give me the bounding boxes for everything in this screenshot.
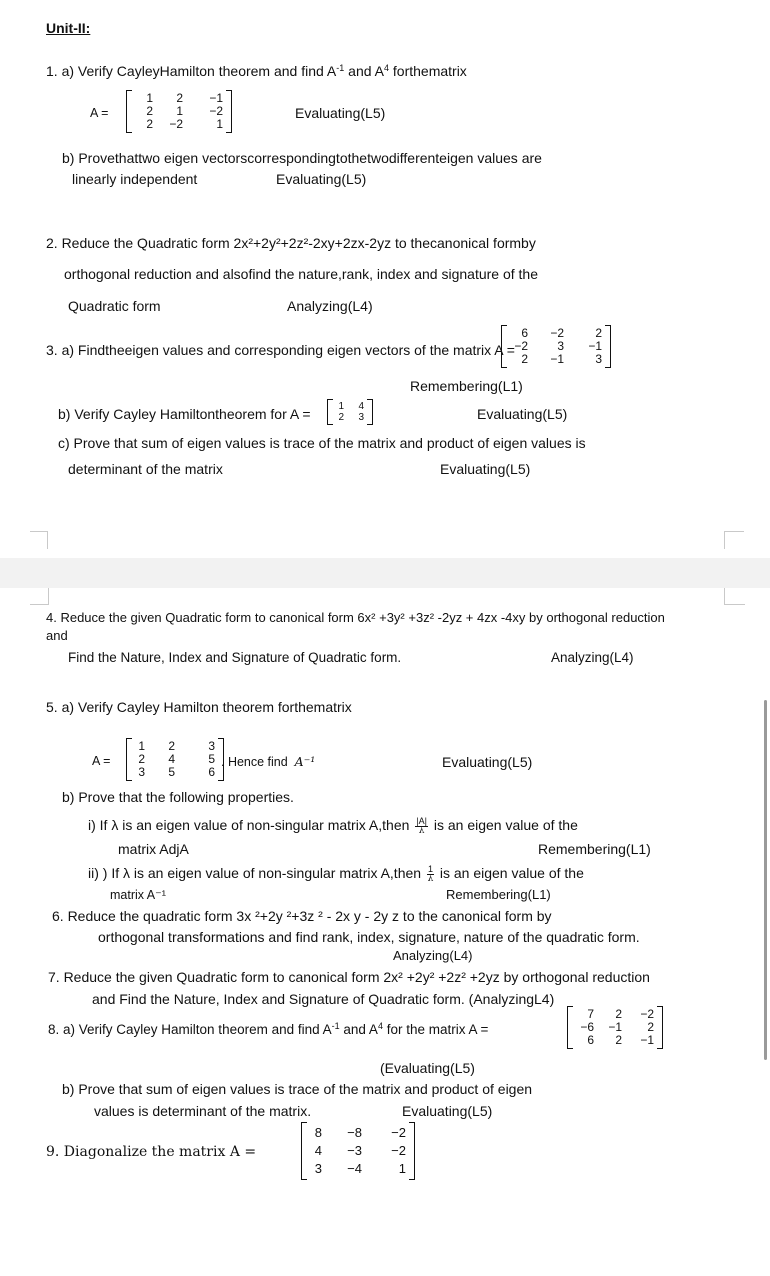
q2-level: Analyzing(L4) (287, 298, 373, 314)
q5i-level: Remembering(L1) (538, 841, 651, 857)
scrollbar[interactable] (764, 700, 767, 1060)
q3-matrix: 6 −2 2 −2 3 −1 2 −1 3 (508, 327, 604, 366)
q5-matrix-label: A = (92, 754, 111, 768)
q3a-text: 3. a) Findtheeigen values and corresponding eigen vectors of the matrix A = (46, 342, 515, 358)
q5a-text: 5. a) Verify Cayley Hamilton theorem forthematrix (46, 699, 352, 715)
page-break (0, 558, 770, 588)
q5b-text: b) Prove that the following properties. (62, 789, 294, 805)
inverse-fraction: $\frac{1}{\lambda}$ (427, 863, 434, 884)
q8b-line2: values is determinant of the matrix. (94, 1103, 312, 1119)
q5ii-line1: ii) ) If λ is an eigen value of non-singular matrix A,then $\frac{1}{\lambda}$ is an eigen value of the (88, 863, 584, 884)
q3c-line2: determinant of the matrix (68, 461, 223, 477)
q5i-line1: i) If λ is an eigen value of non-singular matrix A,then $\frac{|A|}{\lambda}$ is an eigen value of the (88, 815, 578, 836)
q1-matrix-label: A = (90, 106, 109, 120)
q5i-line2: matrix AdjA (118, 841, 189, 857)
adj-fraction: $\frac{|A|}{\lambda}$ (416, 815, 427, 836)
page-corner-bottom-left (30, 588, 49, 605)
page-corner-bottom-right (724, 588, 745, 605)
q3b-level: Evaluating(L5) (477, 406, 568, 422)
q1a-text: 1. a) Verify CayleyHamilton theorem and find $A^{-1}$ and $A^4$ forthematrix (46, 63, 467, 79)
q9-text: 9. Diagonalize the matrix A = (46, 1144, 257, 1160)
page-corner-top-left-v (47, 531, 48, 549)
q2-line1: 2. Reduce the Quadratic form 2x²+2y²+2z²-2xy+2zx-2yz to thecanonical formby (46, 235, 536, 251)
q8b-level: Evaluating(L5) (402, 1103, 493, 1119)
q3c-line1: c) Prove that sum of eigen values is trace of the matrix and product of eigen values is (58, 435, 586, 451)
q3a-level: Remembering(L1) (410, 378, 523, 394)
q2-line3: Quadratic form (68, 298, 161, 314)
page-corner-top-right-v (724, 531, 725, 549)
q2-line2: orthogonal reduction and alsofind the nature,rank, index and signature of the (64, 266, 538, 282)
q4-level: Analyzing(L4) (551, 650, 634, 665)
q5ii-line2: matrix A⁻¹ (110, 888, 166, 902)
q8a-text: 8. a) Verify Cayley Hamilton theorem and find $A^{-1}$ and $A^4$ for the matrix A = (48, 1021, 489, 1037)
q4-line3: Find the Nature, Index and Signature of Quadratic form. (68, 650, 402, 665)
q1b-line1: b) Provethattwo eigen vectorscorrespondingtothetwodifferenteigen values are (62, 150, 542, 166)
q3b-matrix: 1 4 2 3 (334, 401, 366, 423)
q7-line2: and Find the Nature, Index and Signature of Quadratic form. (AnalyzingL4) (92, 991, 555, 1007)
q6-line2: orthogonal transformations and find rank, index, signature, nature of the quadratic form. (98, 929, 640, 945)
page-corner-top-left (30, 531, 48, 550)
q3b-text: b) Verify Cayley Hamiltontheorem for A = (58, 406, 311, 422)
q5-matrix: 1 2 3 2 4 5 3 5 6 (133, 740, 217, 779)
q9-matrix: 8 −8 −2 4 −3 −2 3 −4 1 (308, 1124, 408, 1178)
q1a-level: Evaluating(L5) (295, 105, 386, 121)
q1b-line2: linearly independent (72, 171, 198, 187)
q5a-level: Evaluating(L5) (442, 754, 533, 770)
q1b-level: Evaluating(L5) (276, 171, 367, 187)
q1-matrix: 1 2 −1 2 1 −2 2 −2 1 (133, 92, 225, 131)
page-corner-top-right (724, 531, 744, 550)
q6-line1: 6. Reduce the quadratic form 3x ²+2y ²+3z ² - 2x y - 2y z to the canonical form by (52, 908, 552, 924)
q8a-level: (Evaluating(L5) (380, 1060, 475, 1076)
q3c-level: Evaluating(L5) (440, 461, 531, 477)
q6-level: Analyzing(L4) (393, 948, 473, 963)
q8-matrix: 7 2 −2 −6 −1 2 6 2 −1 (574, 1008, 656, 1047)
q7-line1: 7. Reduce the given Quadratic form to canonical form 2x² +2y² +2z² +2yz by orthogonal reduction (48, 969, 650, 985)
q8b-line1: b) Prove that sum of eigen values is trace of the matrix and product of eigen (62, 1081, 533, 1097)
unit-heading: Unit-II: (46, 20, 91, 36)
q5ii-level: Remembering(L1) (446, 887, 551, 902)
q5-hence-text: . Hence find A⁻¹ (221, 754, 316, 769)
q4-line2: and (46, 628, 68, 643)
q4-line1: 4. Reduce the given Quadratic form to canonical form 6x² +3y² +3z² -2yz + 4zx -4xy by orthogonal reduction (46, 610, 665, 625)
